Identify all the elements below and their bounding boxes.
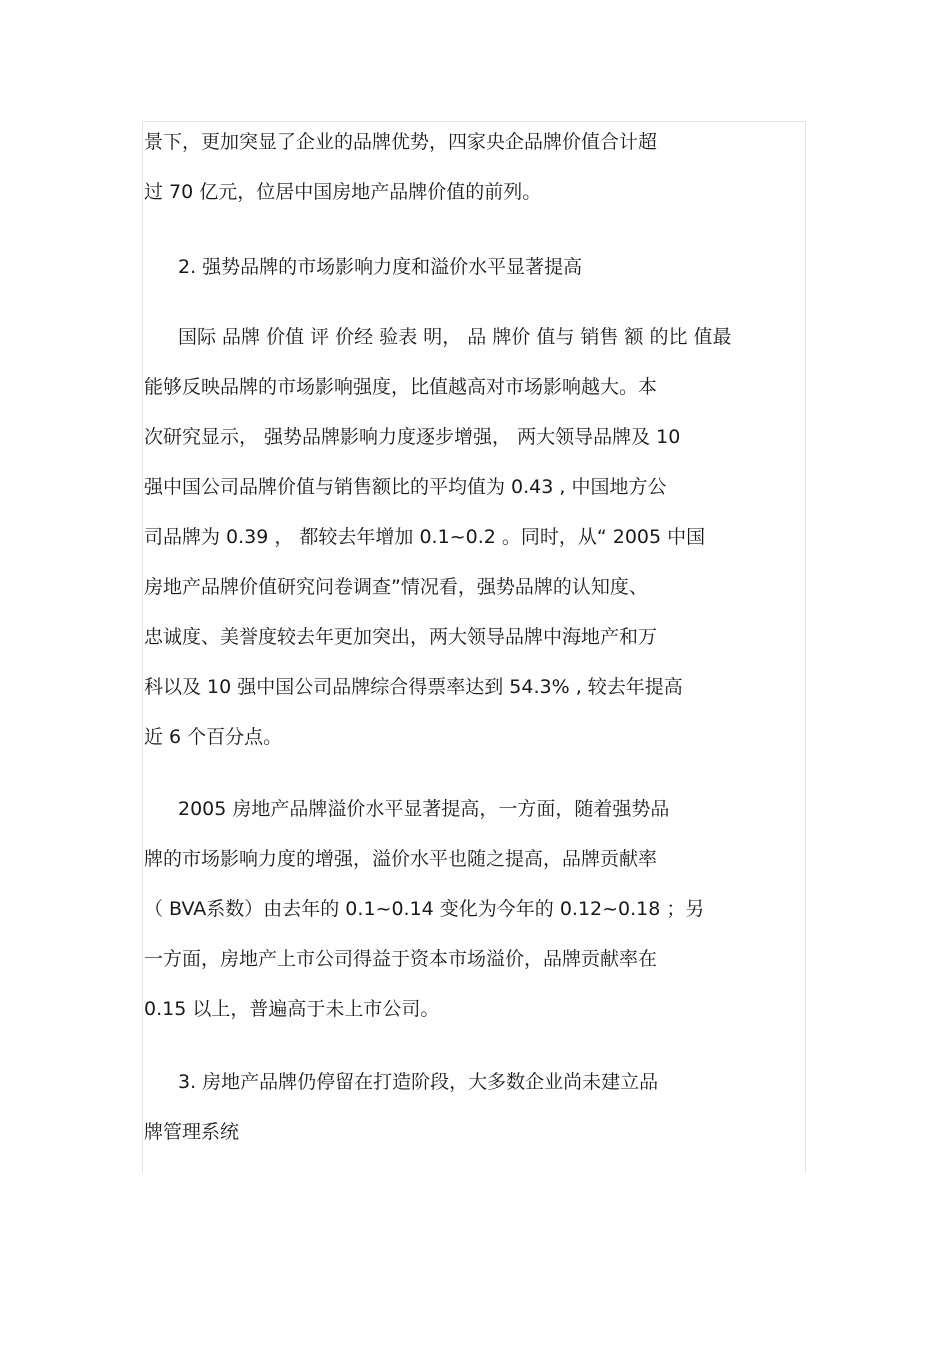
section-heading: 3. 房地产品牌仍停留在打造阶段，大多数企业尚未建立品 <box>178 1071 659 1093</box>
text-line: 司品牌为 0.39 ， 都较去年增加 0.1~0.2 。同时，从“ 2005 中国 <box>144 526 706 548</box>
text-line: 一方面，房地产上市公司得益于资本市场溢价，品牌贡献率在 <box>144 948 658 970</box>
text-line: 能够反映品牌的市场影响强度，比值越高对市场影响越大。本 <box>144 376 658 398</box>
text-line: 房地产品牌价值研究问卷调查”情况看，强势品牌的认知度、 <box>144 576 648 598</box>
text-line: 景下，更加突显了企业的品牌优势，四家央企品牌价值合计超 <box>144 131 658 153</box>
text-line: 近 6 个百分点。 <box>144 726 283 748</box>
section-heading: 牌管理系统 <box>144 1121 240 1143</box>
text-line: 过 70 亿元，位居中国房地产品牌价值的前列。 <box>144 181 542 203</box>
text-line: 科以及 10 强中国公司品牌综合得票率达到 54.3% , 较去年提高 <box>144 676 683 698</box>
text-line: 强中国公司品牌价值与销售额比的平均值为 0.43 , 中国地方公 <box>144 476 667 498</box>
text-line: （ BVA系数）由去年的 0.1~0.14 变化为今年的 0.12~0.18 ；另 <box>144 898 705 920</box>
text-line: 次研究显示， 强势品牌影响力度逐步增强， 两大领导品牌及 10 <box>144 426 681 448</box>
section-heading: 2. 强势品牌的市场影响力度和溢价水平显著提高 <box>178 256 583 278</box>
text-line: 牌的市场影响力度的增强，溢价水平也随之提高，品牌贡献率 <box>144 848 658 870</box>
text-line: 忠诚度、美誉度较去年更加突出，两大领导品牌中海地产和万 <box>144 626 658 648</box>
text-line: 2005 房地产品牌溢价水平显著提高，一方面，随着强势品 <box>178 798 670 820</box>
text-line: 0.15 以上，普遍高于未上市公司。 <box>144 998 440 1020</box>
text-line: 国际 品牌 价值 评 价经 验表 明， 品 牌价 值与 销售 额 的比 值最 <box>178 326 732 348</box>
